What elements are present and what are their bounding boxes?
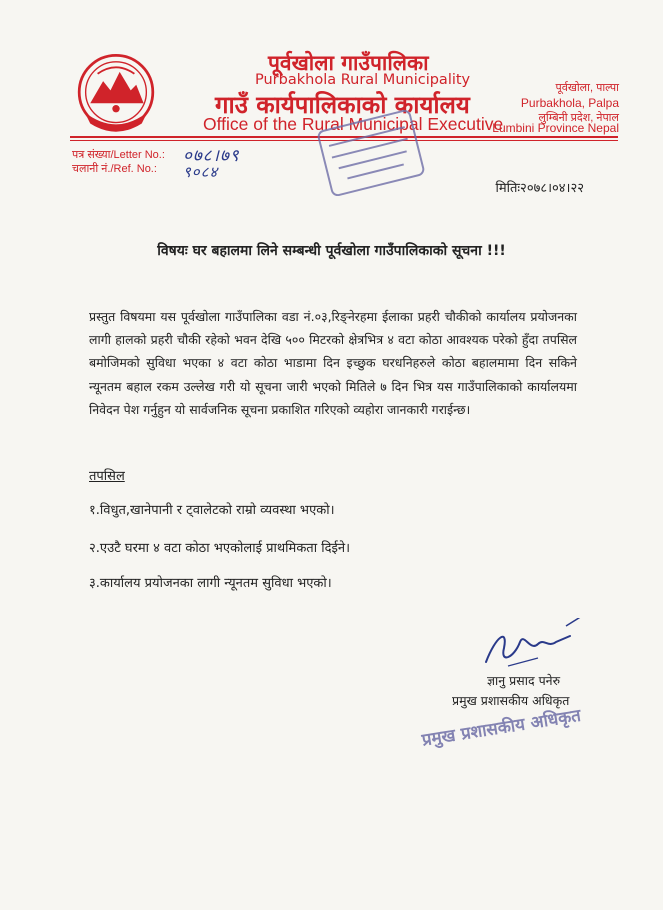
signer-name: ज्ञानु प्रसाद पनेरु: [487, 673, 561, 688]
details-item: ३.कार्यालय प्रयोजनका लागी न्यूनतम सुविधा भएको।: [89, 576, 332, 591]
province-line-np: लुम्बिनी प्रदेश, नेपाल: [538, 112, 619, 124]
address-line-en: Purbakhola, Palpa: [520, 96, 619, 110]
nepal-emblem-icon: [70, 48, 162, 140]
office-name-en: Office of the Rural Municipal Executive: [203, 114, 504, 134]
details-item: २.एउटै घरमा ४ वटा कोठा भएकोलाई प्राथमिकता दिईने।: [89, 541, 351, 556]
letter-subject: विषयः घर बहालमा लिने सम्बन्धी पूर्वखोला गाउँपालिकाको सूचना !!!: [157, 243, 506, 259]
details-item: १.विधुत,खानेपानी र ट्वालेटको राम्रो व्यवस्था भएको।: [89, 503, 335, 518]
address-line-np: पूर्वखोला, पाल्पा: [555, 82, 619, 94]
ref-no-value: ९०८४: [183, 163, 219, 181]
letter-date: मितिः२०७८।०४।२२: [495, 181, 584, 196]
municipality-name-en: Purbakhola Rural Municipality: [255, 72, 471, 88]
ref-no-label: चलानी नं./Ref. No.:: [72, 163, 157, 175]
office-stamp-icon: [312, 110, 430, 196]
signer-title: प्रमुख प्रशासकीय अधिकृत: [452, 693, 570, 708]
province-line-en: Lumbini Province Nepal: [492, 121, 619, 135]
letter-no-value: ०७८।७९: [183, 146, 240, 166]
details-heading: तपसिल: [89, 469, 125, 484]
signature-icon: [478, 618, 588, 673]
letter-body: प्रस्तुत विषयमा यस पूर्वखोला गाउँपालिका वडा नं.०३,रिङ्नेरहमा ईलाका प्रहरी चौकीको कार्यालय प्रयोजनका लागी हालको प्रहरी चौकी रहेको भवन देखि ५०० मिटरको क्षेत्रभित्र ४ वटा कोठा आवश्यक परेको हुँदा तपसिल बमोजिमको सुविधा भएका ४ वटा कोठा भाडामा दिन इच्छुक घरधनिहरुले कोठा बहालमामा दिन सकिने न्यूनतम बहाल रकम उल्लेख गरी यो सूचना जारी भएको मितिले ७ दिन भित्र यस गाउँपालिकाको कार्यालयमा निवेदन पेश गर्नुहुन यो सार्वजनिक सूचना प्रकाशित गरिएको व्यहोरा जानकारी गराईन्छ।: [89, 309, 577, 417]
title-stamp: प्रमुख प्रशासकीय अधिकृत: [420, 705, 583, 751]
municipality-name-np: पूर्वखोला गाउँपालिका: [268, 51, 429, 75]
office-name-np: गाउँ कार्यपालिकाको कार्यालय: [215, 91, 470, 119]
letter-no-label: पत्र संख्या/Letter No.:: [72, 149, 165, 161]
